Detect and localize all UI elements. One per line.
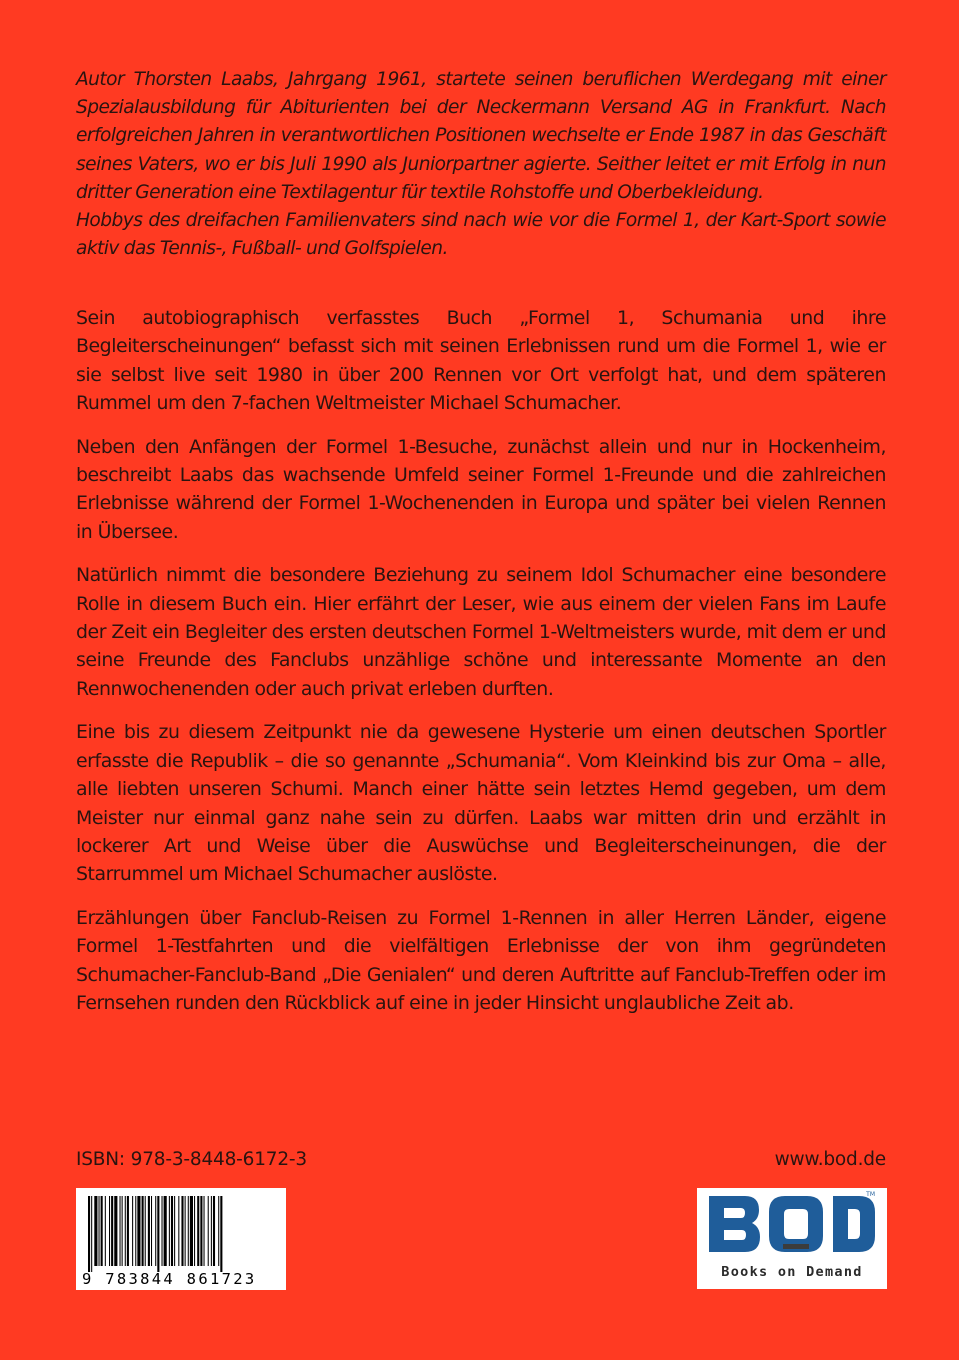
barcode-bar <box>127 1196 129 1266</box>
barcode-bar <box>137 1196 140 1266</box>
barcode-bar <box>188 1196 189 1266</box>
barcode-bar <box>151 1196 152 1266</box>
barcode-bar <box>211 1196 212 1266</box>
barcode-digits: 9 783844 861723 <box>82 1270 257 1288</box>
barcode-bar <box>125 1196 126 1266</box>
barcode-bar <box>155 1196 156 1266</box>
bod-logo-letters <box>697 1192 887 1256</box>
description-paragraph-1: Sein autobiographisch verfasstes Buch „Formel 1, Schumania und ihre Begleiterscheinungen“ befasst sich mit seinen Erlebnissen rund um die Formel 1, wie er sie selbst live seit 1980 in über 200 Rennen vor Ort verfolgt hat, und dem späteren Rummel um den 7-fachen Weltmeister Michael Schumacher. <box>76 307 886 415</box>
barcode-bar <box>185 1196 186 1266</box>
barcode-bar <box>213 1196 215 1266</box>
barcode-bar <box>114 1196 117 1266</box>
barcode-bar <box>101 1196 103 1266</box>
publisher-website: www.bod.de <box>774 1149 886 1170</box>
barcode-bar <box>132 1196 133 1266</box>
barcode-bar <box>220 1196 222 1272</box>
barcode-bar <box>91 1196 92 1272</box>
barcode-bar <box>111 1196 113 1266</box>
book-description <box>76 304 886 1032</box>
barcode-bar <box>164 1196 167 1266</box>
barcode-bar <box>190 1196 193 1266</box>
barcode-bar <box>94 1196 97 1266</box>
barcode-bar <box>120 1196 121 1266</box>
barcode-bar <box>174 1196 175 1266</box>
trademark-mark: TM <box>866 1191 875 1198</box>
barcode-bar <box>169 1196 170 1266</box>
barcode-bar <box>200 1196 202 1266</box>
bod-logo <box>697 1188 887 1289</box>
bod-tagline: Books on Demand <box>721 1264 863 1280</box>
barcode-bar <box>197 1196 199 1266</box>
barcode-bar <box>162 1196 163 1266</box>
barcode-bar <box>122 1196 123 1266</box>
isbn-barcode <box>76 1188 286 1290</box>
barcode-bar <box>105 1196 106 1266</box>
barcode-bar <box>171 1196 173 1266</box>
barcode-bar <box>148 1196 150 1266</box>
description-paragraph-2: Neben den Anfängen der Formel 1-Besuche, zunächst allein und nur in Hockenheim, beschreibt Laabs das wachsende Umfeld seiner Formel 1-Freunde und die zahlreichen Erlebnisse während der Formel 1-Wochenenden in Europa und später bei vielen Rennen in Übersee. <box>76 435 886 543</box>
barcode-bar <box>99 1196 100 1266</box>
author-hobbies-paragraph: Hobbys des dreifachen Familienvaters sind nach wie vor die Formel 1, der Kart-Sport sowie aktiv das Tennis-, Fußball- und Golfspielen. <box>76 210 886 260</box>
barcode-bar <box>218 1196 219 1266</box>
author-bio-paragraph: Autor Thorsten Laabs, Jahrgang 1961, startete seinen beruflichen Werdegang mit einer Spezialausbildung für Abiturienten bei der Neckermann Versand AG in Frankfurt. Nach erfolgreichen Jahren in verantwortlichen Positionen wechselte er Ende 1987 in das Geschäft seines Vaters, wo er bis Juli 1990 als Juniorpartner agierte. Seither leitet er mit Erfolg in nun dritter Generation eine Textilagentur für textile Rohstoffe und Oberbekleidung. <box>76 69 886 203</box>
barcode-bar <box>208 1196 209 1266</box>
isbn-label: ISBN: 978-3-8448-6172-3 <box>76 1149 307 1170</box>
description-paragraph-5: Erzählungen über Fanclub-Reisen zu Formel 1-Rennen in aller Herren Länder, eigene Formel 1-Testfahrten und die vielfältigen Erlebnisse der von ihm gegründeten Schumacher-Fanclub-Band „Die Genialen“ und deren Auftritte auf Fanclub-Treffen oder im Fernsehen runden den Rückblick auf eine in jeder Hinsicht unglaubliche Zeit ab. <box>76 906 886 1014</box>
barcode-bar <box>142 1196 144 1266</box>
barcode-bar <box>181 1196 183 1266</box>
barcode-bar <box>145 1196 146 1266</box>
barcode-bar <box>109 1196 110 1266</box>
barcode-bar <box>178 1196 179 1266</box>
description-paragraph-3: Natürlich nimmt die besondere Beziehung zu seinem Idol Schumacher eine besondere Rolle in diesem Buch ein. Hier erfährt der Leser, wie aus einem der vielen Fans im Laufe der Zeit ein Begleiter des ersten deutschen Formel 1-Weltmeisters wurde, mit dem er und seine Freunde des Fanclubs unzählige schöne und interessante Momente an den Rennwochenenden oder auch privat erleben durften. <box>76 564 886 700</box>
barcode-bar <box>135 1196 136 1266</box>
barcode-bar <box>194 1196 195 1266</box>
barcode-bar <box>204 1196 205 1266</box>
description-paragraph-4: Eine bis zu diesem Zeitpunkt nie da gewesene Hysterie um einen deutschen Sportler erfasste die Republik – die so genannte „Schumania“. Vom Kleinkind bis zur Oma – alle, alle liebten unseren Schumi. Manch einer hätte sein letztes Hemd gegeben, um dem Meister nur einmal ganz nahe sein zu dürfen. Laabs war mitten drin und erzählt in lockerer Art und Weise über die Auswüchse und Begleiterscheinungen, die der Starrummel um Michael Schumacher auslöste. <box>76 721 886 886</box>
author-bio <box>76 66 886 263</box>
barcode-bar <box>88 1196 90 1272</box>
barcode-bar <box>157 1196 159 1272</box>
